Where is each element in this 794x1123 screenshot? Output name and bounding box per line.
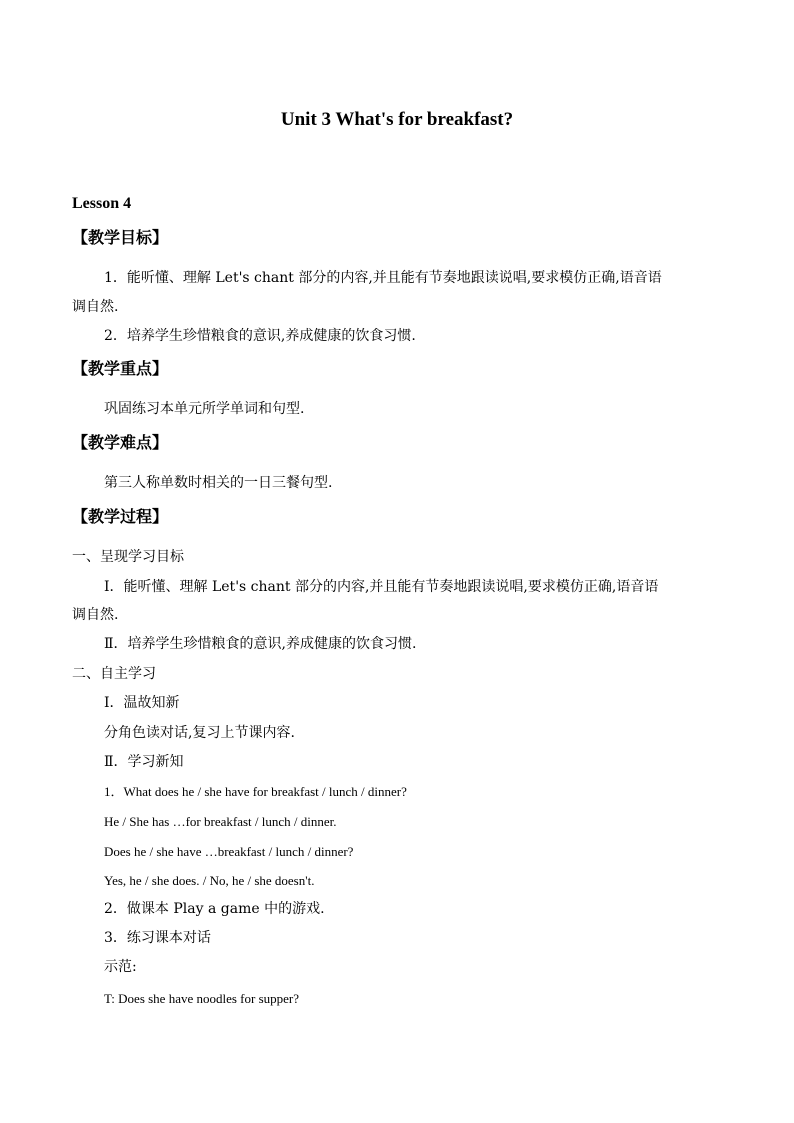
difficult-points-heading: 【教学难点】 <box>72 433 169 452</box>
part-2-item-ii: Ⅱ．学习新知 <box>104 754 184 770</box>
item-2: 2．做课本 Play a game 中的游戏. <box>104 901 325 917</box>
item-1-question: 1．What does he / she have for breakfast / lunch / dinner? <box>104 784 407 799</box>
item-1-answer: He / She has …for breakfast / lunch / dinner. <box>104 814 337 829</box>
goal-1-line-1: 1．能听懂、理解 Let's chant 部分的内容,并且能有节奏地跟读说唱,要求模仿正确,语音语 <box>104 270 662 286</box>
part-2-item-i-text: 分角色读对话,复习上节课内容. <box>104 725 295 741</box>
key-points-heading: 【教学重点】 <box>72 359 169 378</box>
process-heading: 【教学过程】 <box>72 507 169 526</box>
part-1-item-ii: Ⅱ．培养学生珍惜粮食的意识,养成健康的饮食习惯. <box>104 636 417 652</box>
part-1-item-i-line-1: Ⅰ．能听懂、理解 Let's chant 部分的内容,并且能有节奏地跟读说唱,要求模仿正确,语音语 <box>104 579 659 595</box>
goal-1-line-2: 调自然. <box>72 299 119 315</box>
part-1-title: 一、呈现学习目标 <box>72 549 184 565</box>
item-3: 3．练习课本对话 <box>104 930 211 946</box>
lesson-label: Lesson 4 <box>72 195 132 212</box>
document-title: Unit 3 What's for breakfast? <box>280 109 514 130</box>
goal-2: 2．培养学生珍惜粮食的意识,养成健康的饮食习惯. <box>104 328 416 344</box>
goals-heading: 【教学目标】 <box>72 228 169 247</box>
item-1-yes-no-question: Does he / she have …breakfast / lunch / dinner? <box>104 844 354 859</box>
difficult-points-text: 第三人称单数时相关的一日三餐句型. <box>104 475 333 491</box>
part-1-item-i-line-2: 调自然. <box>72 607 119 623</box>
key-points-text: 巩固练习本单元所学单词和句型. <box>104 401 305 417</box>
part-2-title: 二、自主学习 <box>72 666 156 682</box>
demo-teacher-line: T: Does she have noodles for supper? <box>104 991 300 1006</box>
part-2-item-i: Ⅰ．温故知新 <box>104 695 180 711</box>
item-1-short-answer: Yes, he / she does. / No, he / she doesn't. <box>104 873 315 888</box>
demo-label: 示范: <box>104 959 137 975</box>
